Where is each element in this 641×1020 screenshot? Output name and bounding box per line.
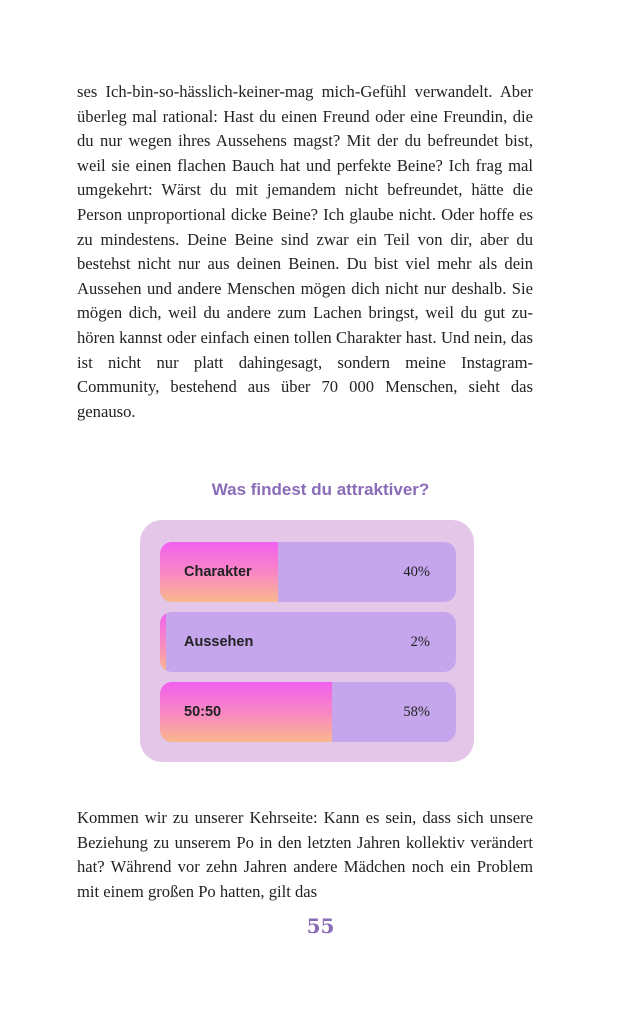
poll-option-fill-bar: [160, 612, 166, 672]
poll-option-charakter: [160, 542, 456, 602]
poll-option-label: Aussehen: [184, 634, 254, 650]
poll-option-percent: 40%: [403, 563, 430, 580]
body-paragraph: Kommen wir zu unserer Kehrseite: Kann es sein, dass sich unsere Beziehung zu unserem Po in den letzten Jahren kollektiv verändert hat? Während vor zehn Jahren andere Mädchen noch ein Problem mit einem großen Po hatten, gilt das: [77, 808, 533, 901]
poll-card: [140, 520, 474, 762]
poll-option-label: Charakter: [184, 564, 252, 580]
page-number: 55: [306, 914, 335, 938]
poll-option-percent: 2%: [410, 633, 430, 650]
body-paragraph: ses Ich-bin-so-hässlich-keiner-mag mich-Gefühl verwandelt. Aber überleg mal rational: Hast du einen Freund oder eine Freundin, die du nur wegen ihres Aussehens magst? Mit der du befreundet bist, weil sie einen flachen Bauch hat und perfekte Beine? Ich frag mal umgekehrt: Wärst du mit jemandem nicht befreundet, hätte die Person unproportional dicke Beine? Ich glaube nicht. Oder hoffe es zu mindestens. Deine Beine sind zwar ein Teil von dir, aber du bestehst nicht nur aus deinen Beinen. Du bist viel mehr als dein Aussehen und andere Menschen mögen dich nicht nur deshalb. Sie mögen dich, weil du andere zum Lachen bringst, weil du gut zuhören kannst oder einfach einen tollen Charakter hast. Und nein, das ist nicht nur platt dahingesagt, sondern meine Instagram-Community, bestehend aus über 70 000 Menschen, sieht das genauso.: [77, 82, 533, 421]
poll-option-label: 50:50: [184, 704, 222, 720]
poll-option-aussehen: [160, 612, 456, 672]
poll-question: Was findest du attraktiver?: [211, 480, 430, 499]
poll-option-50-50: [160, 682, 456, 742]
poll-option-percent: 58%: [403, 703, 430, 720]
